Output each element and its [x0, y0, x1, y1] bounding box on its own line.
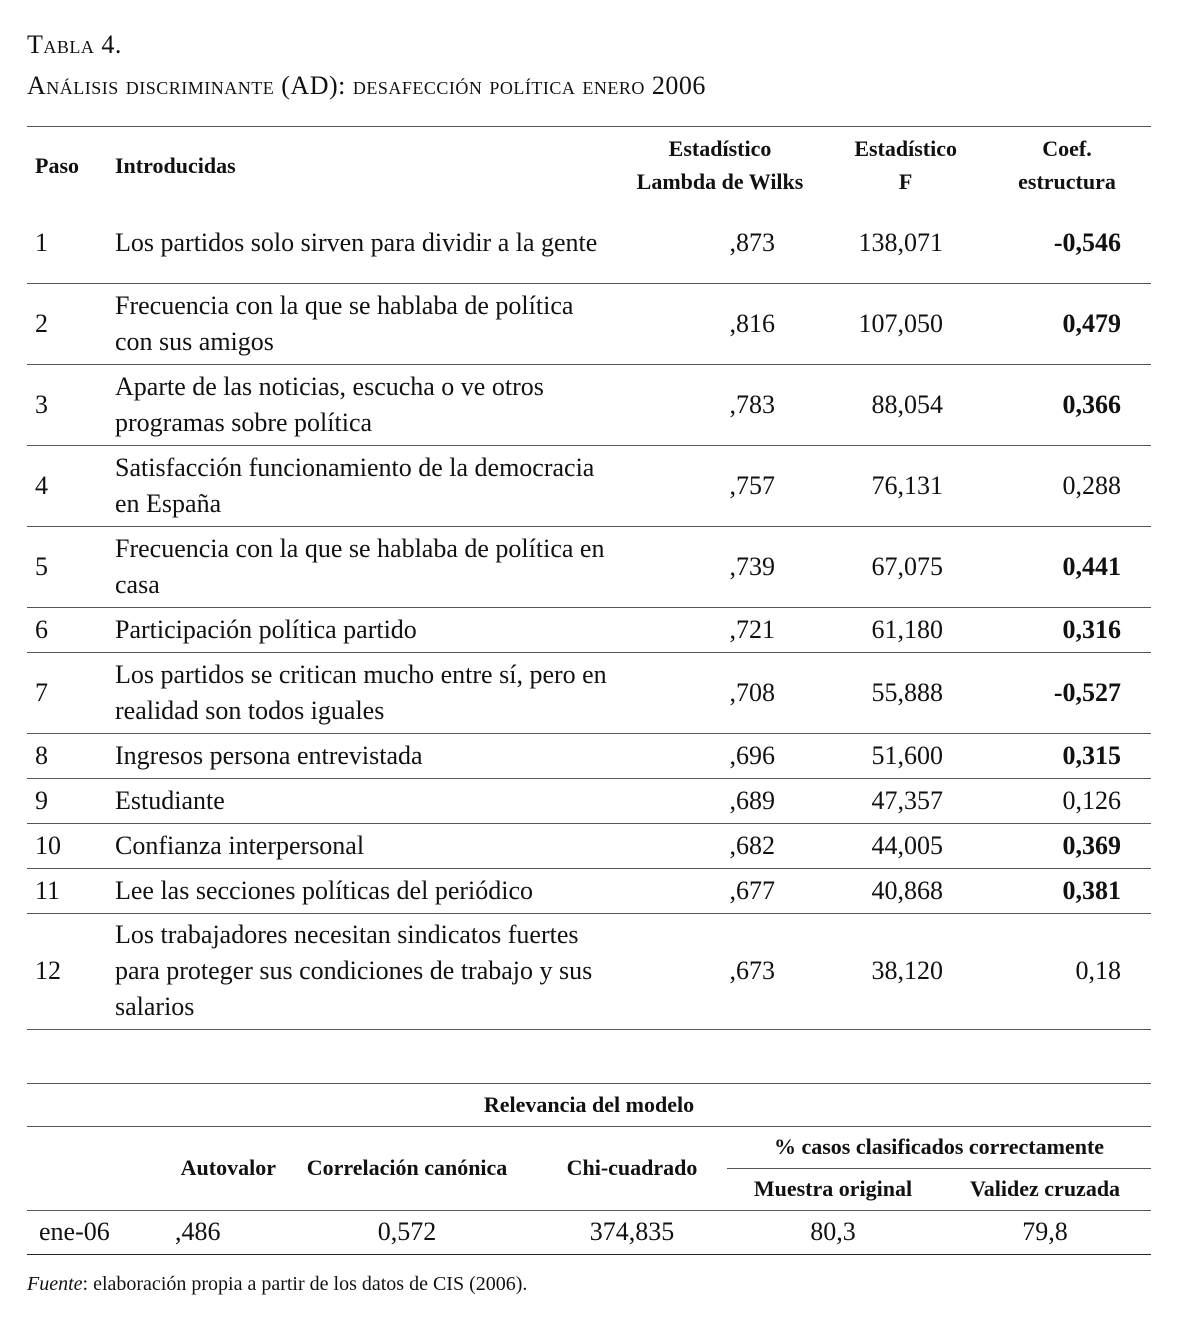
- source-text: : elaboración propia a partir de los datos de CIS (2006).: [82, 1273, 528, 1295]
- coef-cell: 0,315: [983, 733, 1151, 778]
- f-cell: 61,180: [775, 607, 983, 652]
- coef-cell: 0,126: [983, 778, 1151, 823]
- lambda-cell: ,689: [635, 778, 775, 823]
- table-row: [27, 203, 1151, 283]
- paso-cell: 7: [27, 652, 115, 733]
- table-row: [27, 778, 1151, 823]
- coef-cell: -0,546: [983, 203, 1151, 283]
- introducidas-cell: Frecuencia con la que se hablaba de política en casa: [115, 526, 635, 607]
- lambda-cell: ,757: [635, 445, 775, 526]
- paso-cell: 10: [27, 823, 115, 868]
- table-row: [27, 913, 1151, 1029]
- header-autovalor: Autovalor: [127, 1126, 277, 1210]
- header-coef: Coef. estructura: [1018, 136, 1116, 194]
- lambda-cell: ,682: [635, 823, 775, 868]
- lambda-cell: ,873: [635, 203, 775, 283]
- coef-cell: 0,381: [983, 868, 1151, 913]
- introducidas-cell: Los partidos se critican mucho entre sí, pero en realidad son todos iguales: [115, 652, 635, 733]
- coef-cell: 0,441: [983, 526, 1151, 607]
- table-row: [27, 733, 1151, 778]
- value-muestra: 80,3: [810, 1217, 856, 1246]
- lambda-cell: ,816: [635, 283, 775, 364]
- f-cell: 107,050: [775, 283, 983, 364]
- table-row: [27, 526, 1151, 607]
- header-row: [27, 127, 1151, 203]
- introducidas-cell: Confianza interpersonal: [115, 823, 635, 868]
- lambda-cell: ,739: [635, 526, 775, 607]
- table-title: Análisis discriminante (AD): desafección política enero 2006: [27, 71, 706, 100]
- lambda-cell: ,677: [635, 868, 775, 913]
- paso-cell: 11: [27, 868, 115, 913]
- paso-cell: 3: [27, 364, 115, 445]
- header-lambda: Estadístico Lambda de Wilks: [636, 136, 804, 194]
- model-title-row: [27, 1084, 1151, 1126]
- lambda-cell: ,673: [635, 913, 775, 1029]
- f-cell: 47,357: [775, 778, 983, 823]
- header-muestra: Muestra original: [727, 1168, 939, 1210]
- table-row: [27, 607, 1151, 652]
- source-note: [27, 1273, 527, 1296]
- coef-cell: -0,527: [983, 652, 1151, 733]
- introducidas-cell: Estudiante: [115, 778, 635, 823]
- header-correlacion: Correlación canónica: [277, 1126, 537, 1210]
- f-cell: 138,071: [775, 203, 983, 283]
- f-cell: 38,120: [775, 913, 983, 1029]
- introducidas-cell: Frecuencia con la que se hablaba de política con sus amigos: [115, 283, 635, 364]
- introducidas-cell: Satisfacción funcionamiento de la democracia en España: [115, 445, 635, 526]
- table-row: [27, 445, 1151, 526]
- value-validez: 79,8: [1022, 1217, 1068, 1246]
- header-chi: Chi-cuadrado: [537, 1126, 727, 1210]
- model-relevance-table: [27, 1084, 1151, 1255]
- model-data-row: [27, 1210, 1151, 1254]
- table-row: [27, 868, 1151, 913]
- f-cell: 67,075: [775, 526, 983, 607]
- table-row: [27, 364, 1151, 445]
- introducidas-cell: Los partidos solo sirven para dividir a la gente: [115, 203, 635, 283]
- coef-cell: 0,316: [983, 607, 1151, 652]
- table-row: [27, 283, 1151, 364]
- f-cell: 55,888: [775, 652, 983, 733]
- introducidas-cell: Participación política partido: [115, 607, 635, 652]
- f-cell: 51,600: [775, 733, 983, 778]
- paso-cell: 5: [27, 526, 115, 607]
- paso-cell: 6: [27, 607, 115, 652]
- paso-cell: 4: [27, 445, 115, 526]
- coef-cell: 0,366: [983, 364, 1151, 445]
- header-validez: Validez cruzada: [939, 1168, 1151, 1210]
- lambda-cell: ,696: [635, 733, 775, 778]
- f-cell: 44,005: [775, 823, 983, 868]
- source-label: Fuente: [27, 1273, 83, 1295]
- value-chi: 374,835: [589, 1217, 675, 1246]
- paso-cell: 1: [27, 203, 115, 283]
- lambda-cell: ,721: [635, 607, 775, 652]
- table-label: Tabla 4.: [27, 30, 122, 59]
- paso-cell: 9: [27, 778, 115, 823]
- lambda-cell: ,708: [635, 652, 775, 733]
- paso-cell: 8: [27, 733, 115, 778]
- paso-cell: 2: [27, 283, 115, 364]
- introducidas-cell: Aparte de las noticias, escucha o ve otros programas sobre política: [115, 364, 635, 445]
- introducidas-cell: Lee las secciones políticas del periódico: [115, 868, 635, 913]
- header-pct-group: % casos clasificados correctamente: [727, 1126, 1151, 1168]
- coef-cell: 0,18: [983, 913, 1151, 1029]
- lambda-cell: ,783: [635, 364, 775, 445]
- discriminant-table: [27, 127, 1151, 1030]
- coef-cell: 0,369: [983, 823, 1151, 868]
- header-f: Estadístico F: [854, 136, 957, 194]
- f-cell: 40,868: [775, 868, 983, 913]
- header-introducidas: Introducidas: [115, 152, 236, 178]
- row-label: ene-06: [39, 1217, 110, 1246]
- table-row: [27, 652, 1151, 733]
- paso-cell: 12: [27, 913, 115, 1029]
- model-title: Relevancia del modelo: [483, 1091, 695, 1117]
- f-cell: 76,131: [775, 445, 983, 526]
- introducidas-cell: Ingresos persona entrevistada: [115, 733, 635, 778]
- header-paso: Paso: [35, 152, 79, 178]
- value-autovalor: ,486: [175, 1217, 221, 1246]
- coef-cell: 0,479: [983, 283, 1151, 364]
- introducidas-cell: Los trabajadores necesitan sindicatos fuertes para proteger sus condiciones de trabajo y sus salarios: [115, 913, 635, 1029]
- table-row: [27, 823, 1151, 868]
- coef-cell: 0,288: [983, 445, 1151, 526]
- model-header-row-1: [27, 1126, 1151, 1168]
- f-cell: 88,054: [775, 364, 983, 445]
- value-correlacion: 0,572: [377, 1217, 437, 1246]
